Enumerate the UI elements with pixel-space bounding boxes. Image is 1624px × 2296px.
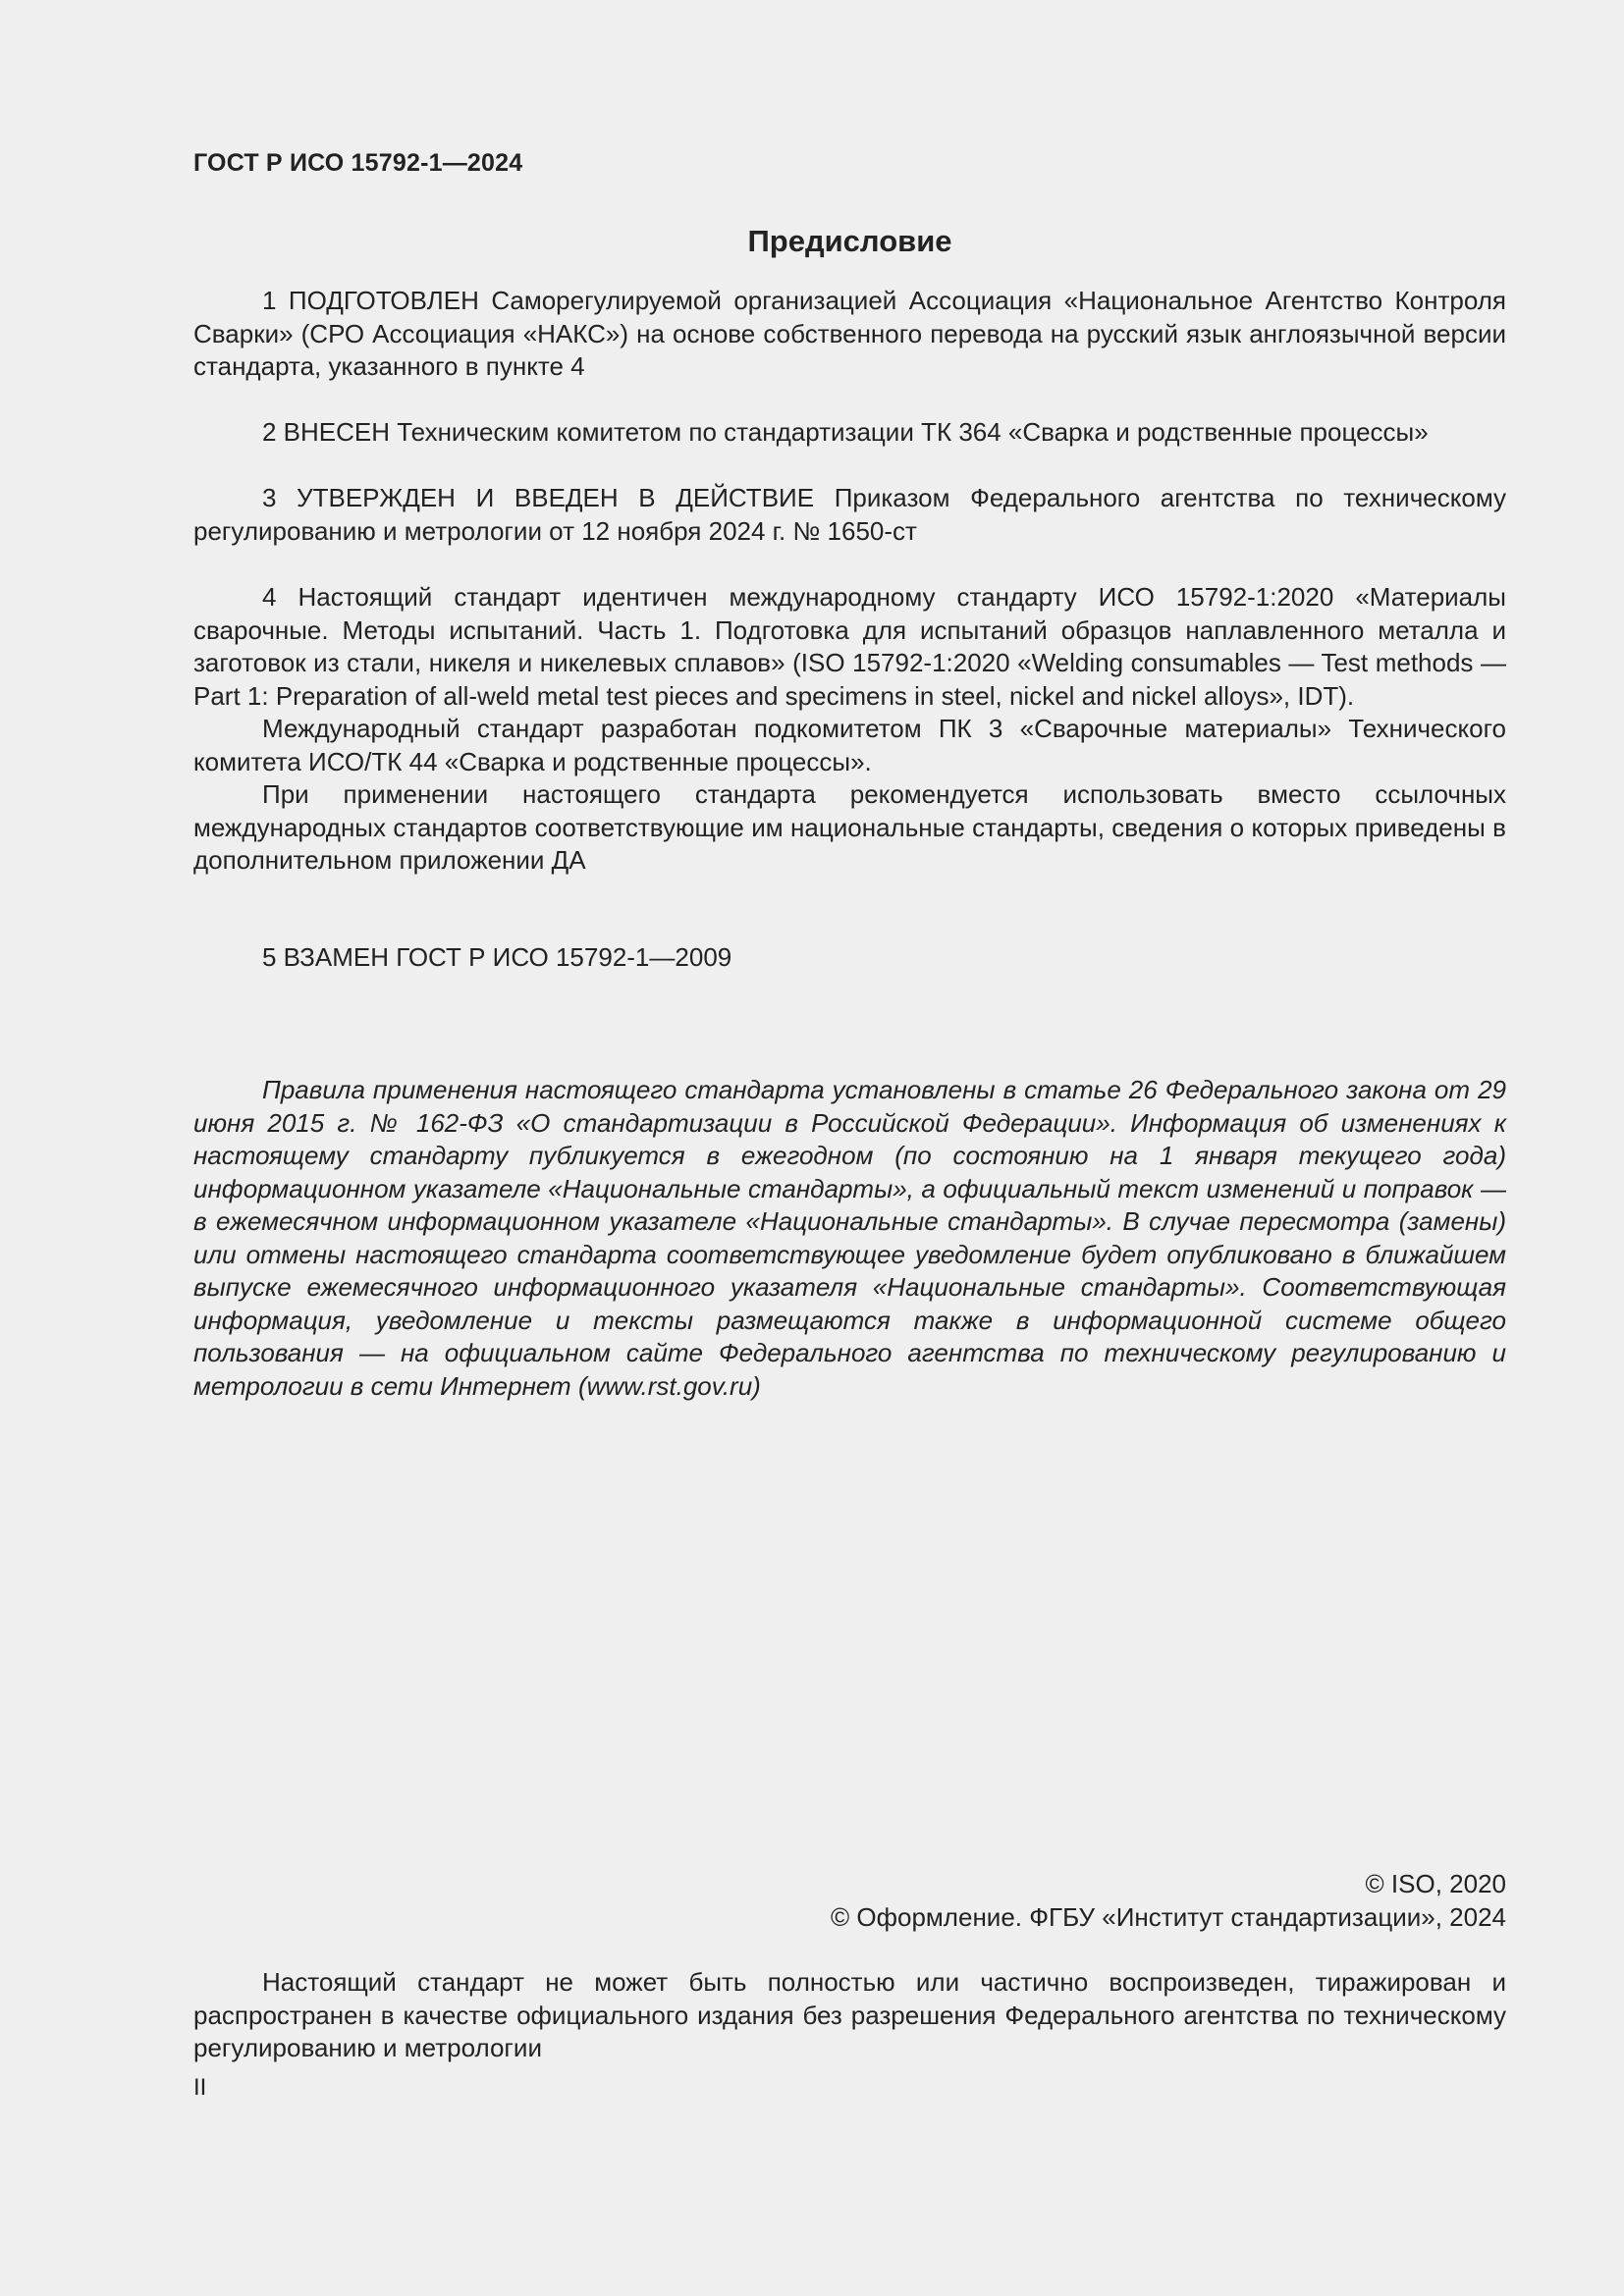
item-4-text: 4 Настоящий стандарт идентичен международному стандарту ИСО 15792-1:2020 «Материалы сварочные. Методы испытаний. Часть 1. Подготовка для испытаний образцов наплавленного металла и заготовок из стали, никеля и никелевых сплавов» (ISO 15792-1:2020 «Welding consumables — Test methods — Part 1: Preparation of all-weld metal test pieces and specimens in steel, nickel and nickel alloys», IDT).: [193, 582, 1506, 711]
document-page: [193, 0, 1506, 2296]
reproduction-notice-text: Настоящий стандарт не может быть полностью или частично воспроизведен, тиражирован и распространен в качестве официального издания без разрешения Федерального агентства по техническому регулированию и метрологии: [193, 1967, 1506, 2062]
item-4-intl-standard-note: Международный стандарт разработан подкомитетом ПК 3 «Сварочные материалы» Технического комитета ИСО/ТК 44 «Сварка и родственные процессы».: [193, 714, 1506, 776]
copyright-block: [193, 1867, 1506, 1934]
copyright-design: © Оформление. ФГБУ «Институт стандартизации», 2024: [831, 1902, 1506, 1932]
document-id-header: ГОСТ Р ИСО 15792-1—2024: [193, 149, 523, 177]
page-number: II: [193, 2074, 207, 2101]
copyright-iso: © ISO, 2020: [1365, 1869, 1506, 1898]
item-3-text: 3 УТВЕРЖДЕН И ВВЕДЕН В ДЕЙСТВИЕ Приказом Федерального агентства по техническому регулированию и метрологии от 12 ноября 2024 г. № 1650-ст: [193, 483, 1506, 546]
item-4-application-note: При применении настоящего стандарта рекомендуется использовать вместо ссылочных международных стандартов соответствующие им национальные стандарты, сведения о которых приведены в дополнительном приложении ДА: [193, 779, 1506, 875]
item-1: [193, 285, 1506, 384]
item-2-text: 2 ВНЕСЕН Техническим комитетом по стандартизации ТК 364 «Сварка и родственные процессы»: [262, 417, 1429, 447]
rules-note-text: Правила применения настоящего стандарта установлены в статье 26 Федерального закона от 29 июня 2015 г. № 162-ФЗ «О стандартизации в Российской Федерации». Информация об изменениях к настоящему стандарту публикуется в ежегодном (по состоянию на 1 января текущего года) информационном указателе «Национальные стандарты», а официальный текст изменений и поправок — в ежемесячном информационном указателе «Национальные стандарты». В случае пересмотра (замены) или отмены настоящего стандарта соответствующее уведомление будет опубликовано в ближайшем выпуске ежемесячного информационного указателя «Национальные стандарты». Соответствующая информация, уведомление и тексты размещаются также в информационной системе общего пользования — на официальном сайте Федерального агентства по техническому регулированию и метрологии в сети Интернет (www.rst.gov.ru): [193, 1075, 1506, 1401]
rules-note: [193, 1074, 1506, 1403]
page-title: Предисловие: [747, 224, 952, 258]
item-4: [193, 581, 1506, 878]
item-3: [193, 482, 1506, 548]
item-2: [193, 416, 1506, 450]
item-5-text: 5 ВЗАМЕН ГОСТ Р ИСО 15792-1—2009: [262, 942, 732, 972]
reproduction-notice: [193, 1966, 1506, 2065]
item-5: [193, 941, 1506, 975]
item-1-text: 1 ПОДГОТОВЛЕН Саморегулируемой организацией Ассоциация «Национальное Агентство Контроля Сварки» (СРО Ассоциация «НАКС») на основе собственного перевода на русский язык англоязычной версии стандарта, указанного в пункте 4: [193, 286, 1506, 381]
